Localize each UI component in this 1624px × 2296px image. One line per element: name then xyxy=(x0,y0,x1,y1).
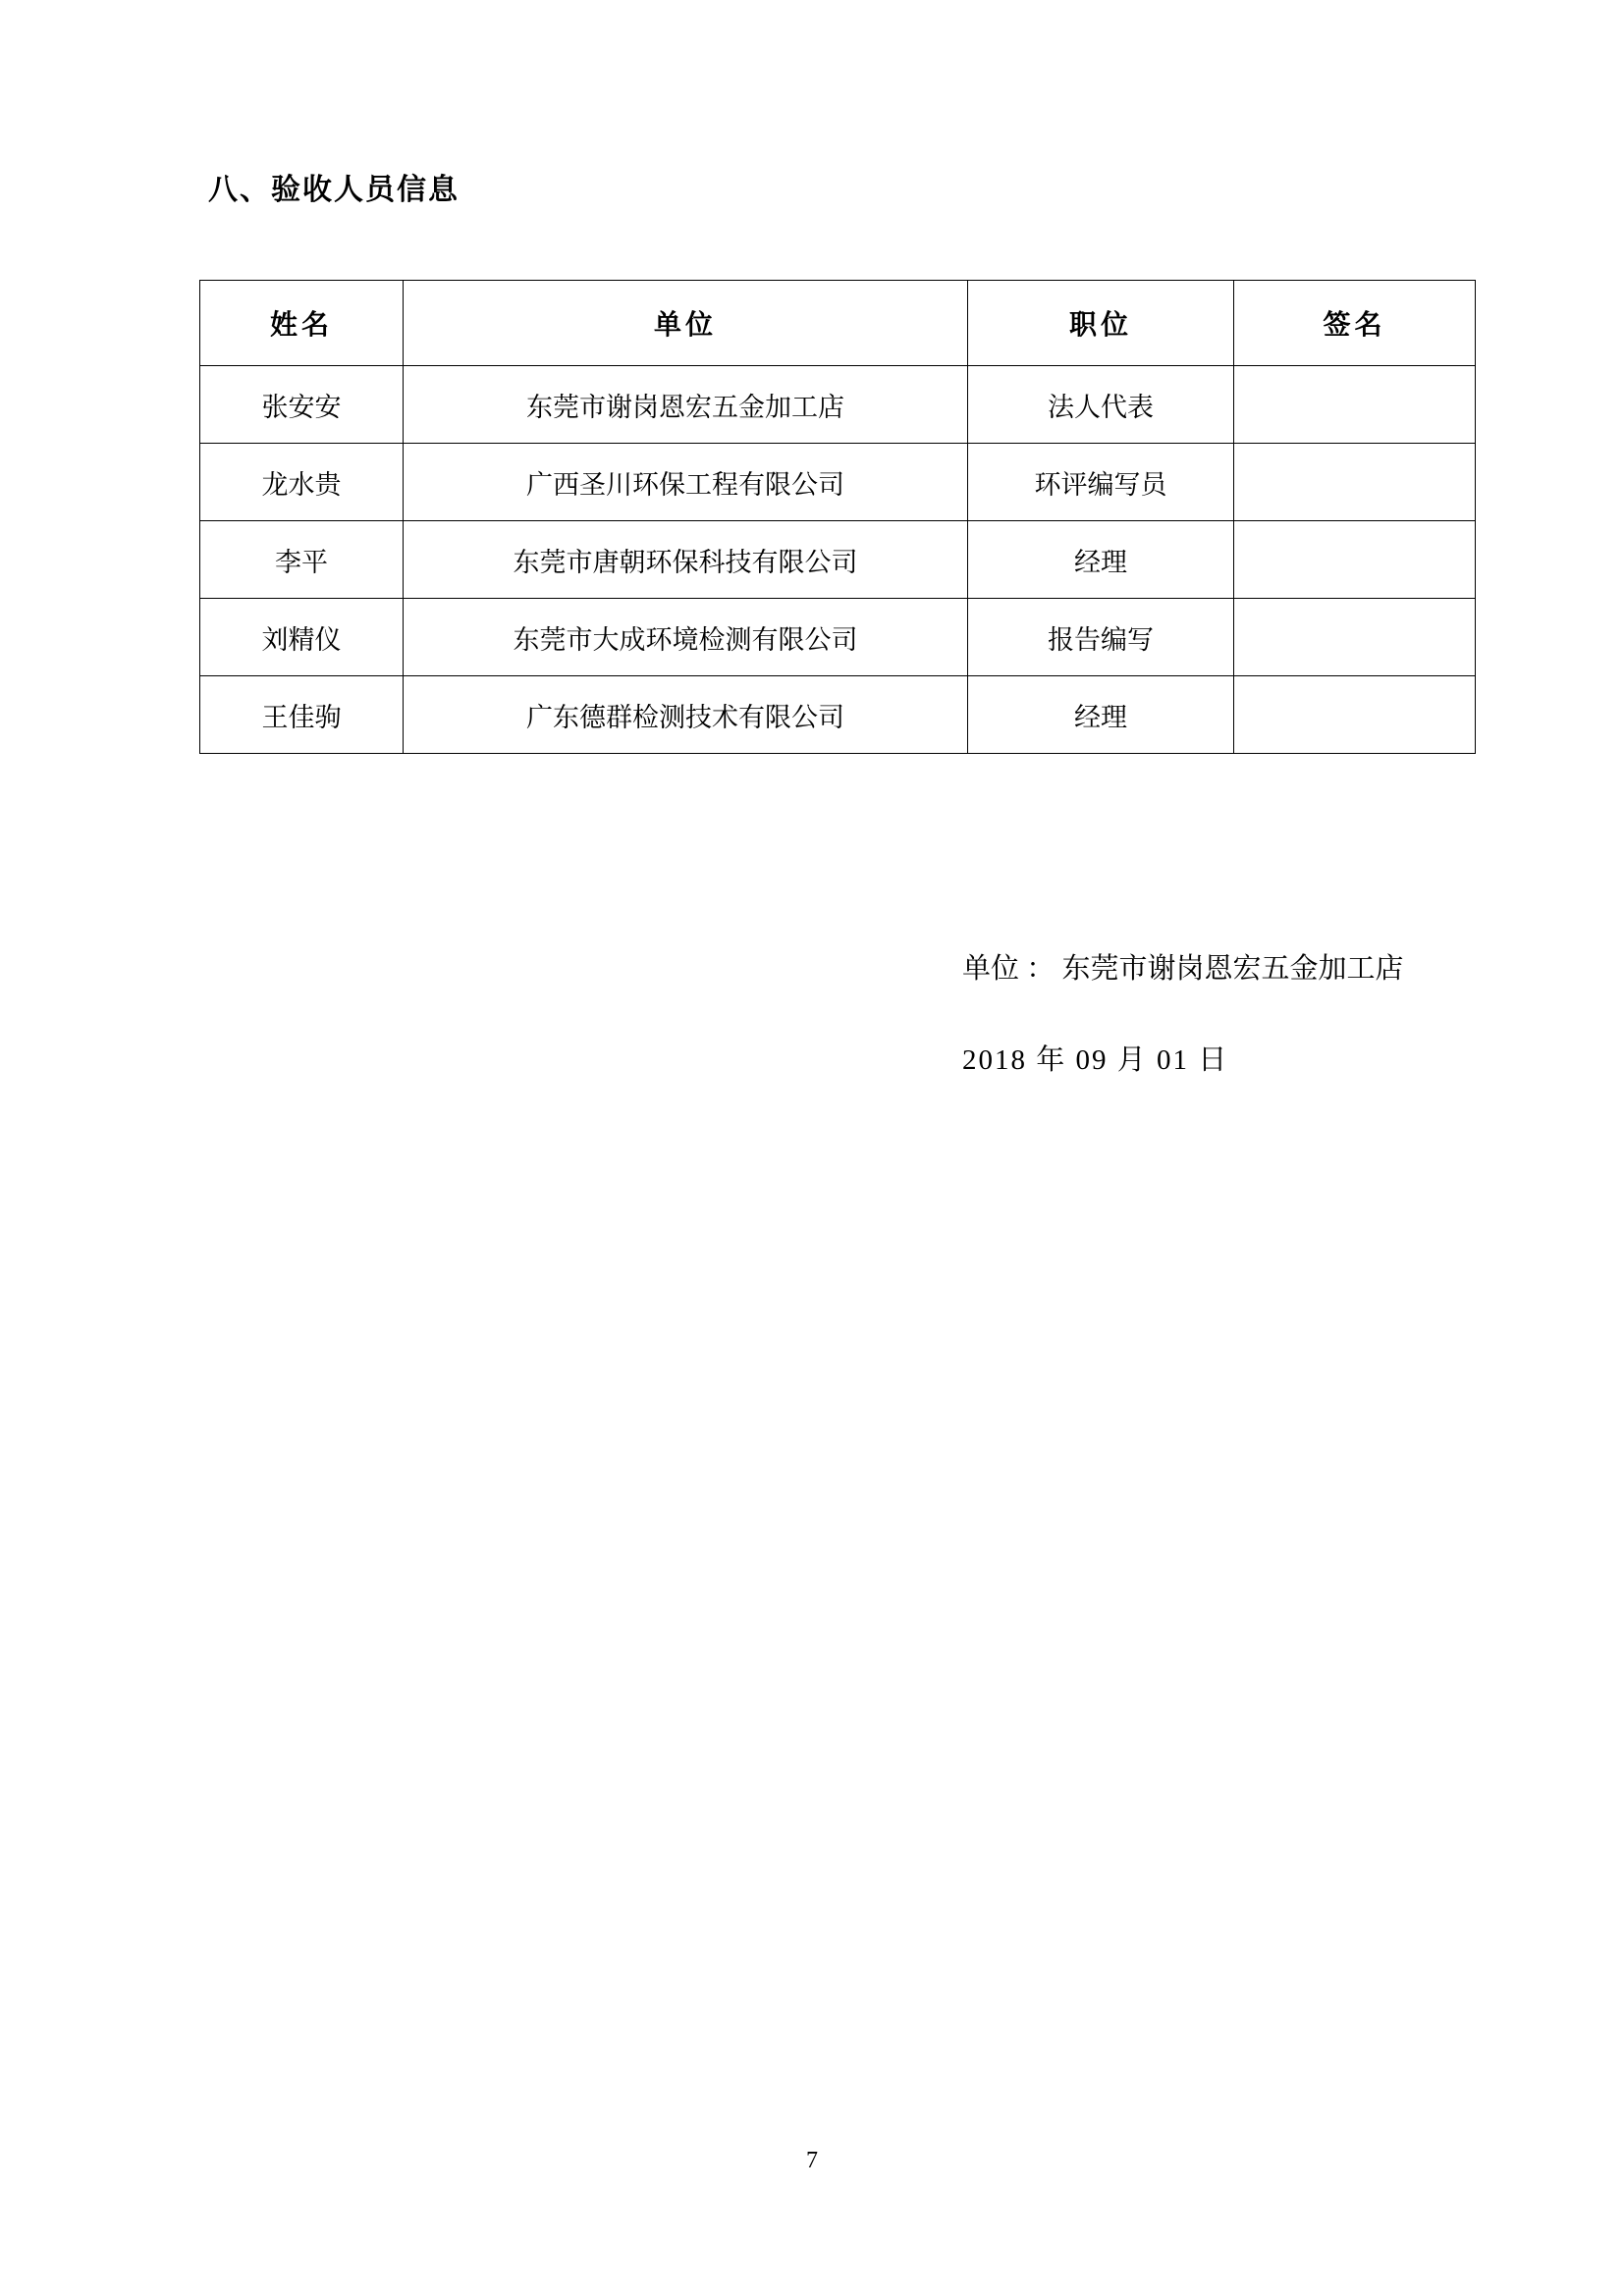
signature-block xyxy=(962,942,1404,1088)
cell-signature xyxy=(1234,444,1476,521)
cell-name: 张安安 xyxy=(200,366,404,444)
cell-position: 经理 xyxy=(968,521,1234,599)
table-row xyxy=(200,599,1476,676)
cell-unit: 东莞市谢岗恩宏五金加工店 xyxy=(404,366,968,444)
column-header-name: 姓名 xyxy=(200,281,404,366)
cell-position: 法人代表 xyxy=(968,366,1234,444)
cell-name: 龙水贵 xyxy=(200,444,404,521)
signature-unit-line: 单位 ： 东莞市谢岗恩宏五金加工店 xyxy=(962,953,1404,985)
cell-signature xyxy=(1234,366,1476,444)
signature-date-line: 2018 年 09 月 01 日 xyxy=(962,1044,1229,1077)
cell-unit: 东莞市大成环境检测有限公司 xyxy=(404,599,968,676)
cell-signature xyxy=(1234,676,1476,754)
cell-position: 报告编写 xyxy=(968,599,1234,676)
table-row xyxy=(200,521,1476,599)
cell-unit: 广东德群检测技术有限公司 xyxy=(404,676,968,754)
column-header-position: 职位 xyxy=(968,281,1234,366)
table-row xyxy=(200,444,1476,521)
cell-unit: 广西圣川环保工程有限公司 xyxy=(404,444,968,521)
table-header xyxy=(200,281,1476,366)
cell-name: 刘精仪 xyxy=(200,599,404,676)
column-header-signature: 签名 xyxy=(1234,281,1476,366)
table-row xyxy=(200,676,1476,754)
cell-name: 李平 xyxy=(200,521,404,599)
column-header-unit: 单位 xyxy=(404,281,968,366)
table-header-row xyxy=(200,281,1476,366)
table-body xyxy=(200,366,1476,754)
cell-signature xyxy=(1234,599,1476,676)
table-row xyxy=(200,366,1476,444)
cell-position: 环评编写员 xyxy=(968,444,1234,521)
cell-position: 经理 xyxy=(968,676,1234,754)
cell-unit: 东莞市唐朝环保科技有限公司 xyxy=(404,521,968,599)
page-number: 7 xyxy=(806,2148,818,2173)
section-heading: 八、验收人员信息 xyxy=(208,174,460,206)
acceptance-personnel-table xyxy=(199,280,1476,754)
cell-signature xyxy=(1234,521,1476,599)
cell-name: 王佳驹 xyxy=(200,676,404,754)
